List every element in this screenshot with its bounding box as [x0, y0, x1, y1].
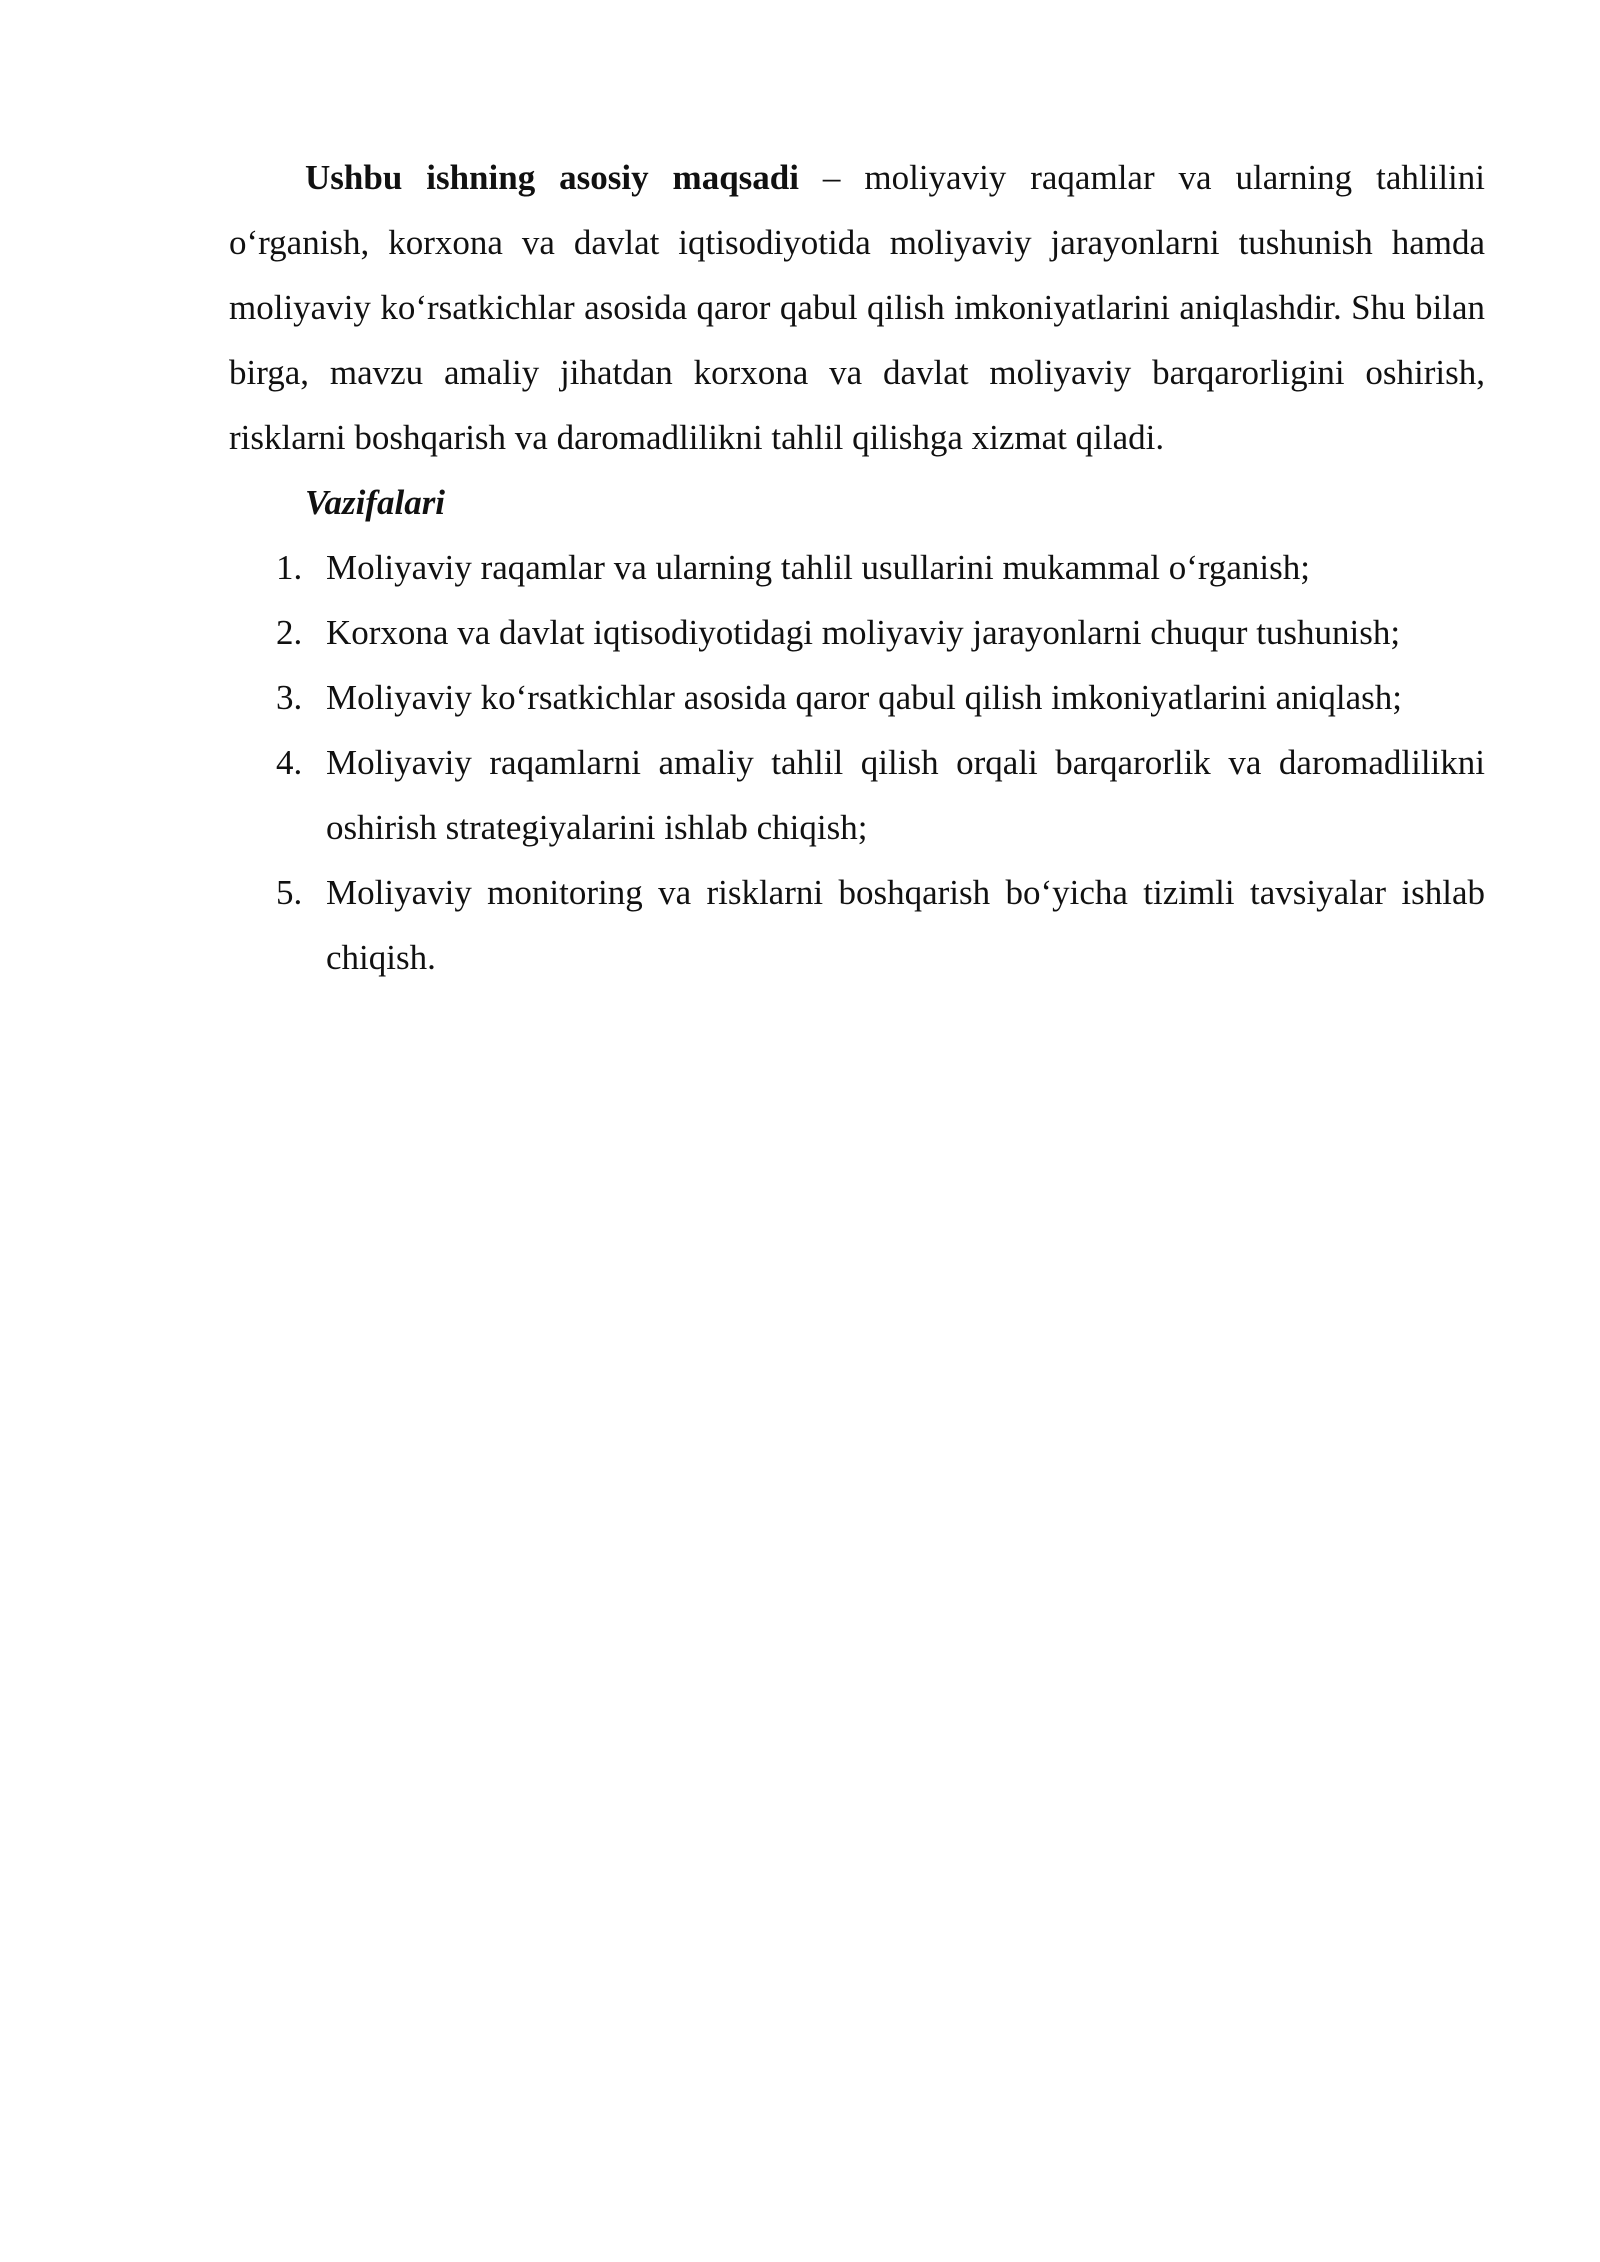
list-item-number: 2.	[276, 613, 303, 652]
task-list	[229, 535, 1485, 990]
list-item	[229, 665, 1485, 730]
intro-lead: Ushbu ishning asosiy maqsadi	[305, 158, 799, 197]
list-item	[229, 860, 1485, 990]
list-item-text: Moliyaviy monitoring va risklarni boshqarish bo‘yicha tizimli tavsiyalar ishlab chiqish.	[326, 873, 1485, 977]
list-item	[229, 730, 1485, 860]
tasks-heading: Vazifalari	[305, 483, 446, 522]
list-item	[229, 600, 1485, 665]
intro-text: – moliyaviy raqamlar va ularning tahlilini o‘rganish, korxona va davlat iqtisodiyotida moliyaviy jarayonlarni tushunish hamda moliyaviy ko‘rsatkichlar asosida qaror qabul qilish imkoniyatlarini aniqlashdir. Shu bilan birga, mavzu amaliy jihatdan korxona va davlat moliyaviy barqarorligini oshirish, risklarni boshqarish va daromadlilikni tahlil qilishga xizmat qiladi.	[229, 158, 1485, 457]
intro-paragraph	[229, 145, 1485, 470]
list-item-text: Moliyaviy raqamlar va ularning tahlil usullarini mukammal o‘rganish;	[326, 548, 1310, 587]
list-item-number: 1.	[276, 548, 303, 587]
list-item-number: 5.	[276, 873, 303, 912]
list-item-number: 3.	[276, 678, 303, 717]
list-item-number: 4.	[276, 743, 303, 782]
list-item-text: Moliyaviy raqamlarni amaliy tahlil qilish orqali barqarorlik va daromadlilikni oshirish strategiyalarini ishlab chiqish;	[326, 743, 1485, 847]
list-item	[229, 535, 1485, 600]
list-item-text: Moliyaviy ko‘rsatkichlar asosida qaror qabul qilish imkoniyatlarini aniqlash;	[326, 678, 1403, 717]
list-item-text: Korxona va davlat iqtisodiyotidagi moliyaviy jarayonlarni chuqur tushunish;	[326, 613, 1401, 652]
document-body	[229, 145, 1485, 990]
